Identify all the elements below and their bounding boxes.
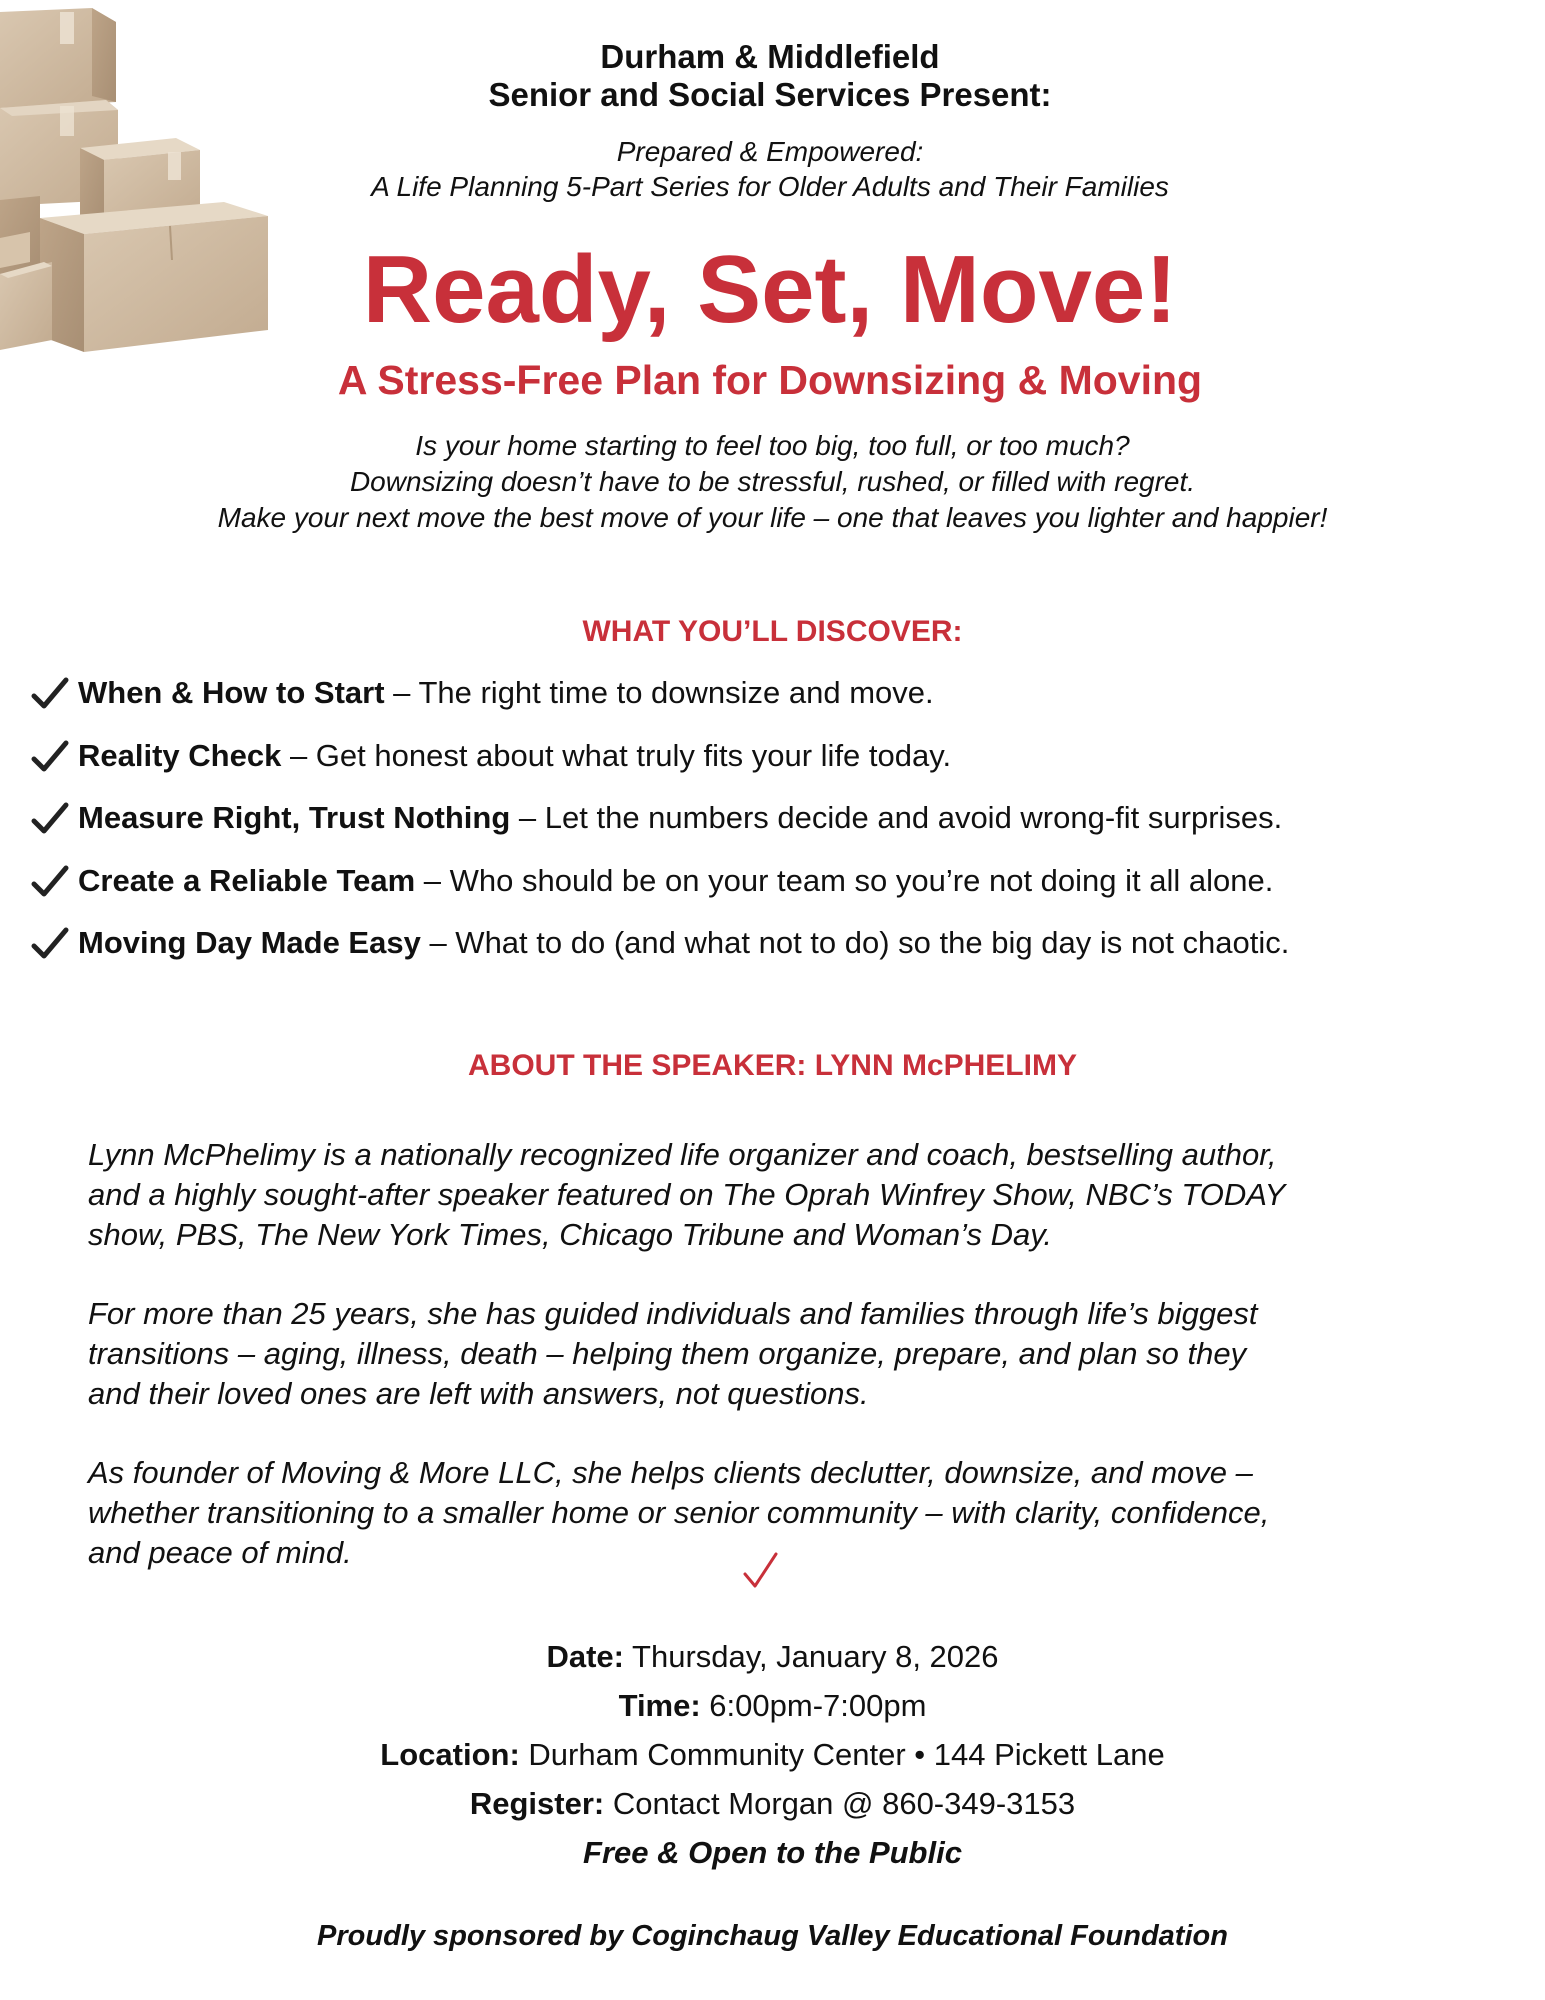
bio-line: As founder of Moving & More LLC, she helps clients declutter, downsize, and move – bbox=[88, 1455, 1253, 1490]
bio-line: Lynn McPhelimy is a nationally recognized life organizer and coach, bestselling author, bbox=[88, 1137, 1277, 1172]
list-item-text: – Who should be on your team so you’re not doing it all alone. bbox=[415, 862, 1274, 898]
list-item-text: – Get honest about what truly fits your life today. bbox=[281, 737, 952, 773]
list-item-text: – The right time to downsize and move. bbox=[384, 675, 934, 710]
header bbox=[300, 38, 1240, 204]
series-name bbox=[300, 134, 1240, 204]
intro-line-2: Downsizing doesn’t have to be stressful, rushed, or filled with regret. bbox=[349, 466, 1196, 497]
bio-line: whether transitioning to a smaller home or senior community – with clarity, confidence, bbox=[88, 1495, 1270, 1530]
intro-line-1: Is your home starting to feel too big, too full, or too much? bbox=[415, 430, 1130, 461]
list-item-title: Measure Right, Trust Nothing bbox=[78, 800, 511, 835]
box-large-bottom bbox=[40, 202, 268, 352]
list-item bbox=[30, 672, 1530, 735]
list-item-title: Moving Day Made Easy bbox=[78, 925, 421, 960]
red-check-icon bbox=[740, 1548, 780, 1592]
list-item bbox=[30, 735, 1530, 798]
box-top-left bbox=[0, 8, 116, 108]
check-icon bbox=[30, 797, 70, 839]
date-label: Date: bbox=[546, 1639, 624, 1674]
date-value: Thursday, January 8, 2026 bbox=[623, 1639, 999, 1674]
date-row bbox=[0, 1632, 1545, 1681]
list-item-text: – What to do (and what not to do) so the big day is not chaotic. bbox=[420, 925, 1290, 960]
discover-heading: WHAT YOU’LL DISCOVER: bbox=[582, 615, 963, 648]
main-title: Ready, Set, Move! bbox=[362, 236, 1178, 343]
bio-line: and peace of mind. bbox=[88, 1535, 352, 1570]
sponsor-line: Proudly sponsored by Coginchaug Valley Educational Foundation bbox=[317, 1920, 1228, 1952]
speaker-heading: ABOUT THE SPEAKER: LYNN McPHELIMY bbox=[468, 1049, 1077, 1082]
location-value: Durham Community Center • 144 Pickett Lane bbox=[519, 1737, 1165, 1772]
register-row bbox=[0, 1779, 1545, 1828]
list-item bbox=[30, 922, 1530, 985]
intro-text bbox=[40, 428, 1505, 536]
check-icon bbox=[30, 922, 70, 964]
bio-line: and a highly sought-after speaker featured on The Oprah Winfrey Show, NBC’s TODAY bbox=[88, 1177, 1286, 1212]
register-label: Register: bbox=[469, 1786, 605, 1821]
bio-line: For more than 25 years, she has guided individuals and families through life’s biggest bbox=[88, 1296, 1258, 1331]
presenter-line-1: Durham & Middlefield bbox=[600, 38, 940, 75]
bio-line: show, PBS, The New York Times, Chicago Tribune and Woman’s Day. bbox=[88, 1217, 1053, 1252]
list-item bbox=[30, 860, 1530, 923]
location-label: Location: bbox=[380, 1737, 520, 1772]
discover-list bbox=[30, 672, 1530, 985]
location-row bbox=[0, 1730, 1545, 1779]
time-label: Time: bbox=[618, 1688, 701, 1723]
bio-line: and their loved ones are left with answers, not questions. bbox=[88, 1376, 869, 1411]
list-item bbox=[30, 797, 1530, 860]
list-item-title: Create a Reliable Team bbox=[78, 862, 416, 898]
subtitle: A Stress-Free Plan for Downsizing & Moving bbox=[337, 357, 1203, 403]
cardboard-boxes-illustration bbox=[0, 0, 280, 360]
list-item-title: Reality Check bbox=[78, 737, 282, 773]
register-value: Contact Morgan @ 860-349-3153 bbox=[604, 1786, 1076, 1821]
series-line-1: Prepared & Empowered: bbox=[616, 136, 924, 167]
check-icon bbox=[30, 860, 70, 902]
series-line-2: A Life Planning 5-Part Series for Older Adults and Their Families bbox=[371, 171, 1169, 202]
check-icon bbox=[30, 672, 70, 714]
list-item-title: When & How to Start bbox=[78, 675, 385, 710]
time-value: 6:00pm-7:00pm bbox=[700, 1688, 927, 1723]
time-row bbox=[0, 1681, 1545, 1730]
event-details bbox=[0, 1632, 1545, 1877]
list-item-text: – Let the numbers decide and avoid wrong-fit surprises. bbox=[510, 800, 1283, 835]
intro-line-3: Make your next move the best move of your life – one that leaves you lighter and happier! bbox=[217, 502, 1328, 533]
bio-line: transitions – aging, illness, death – helping them organize, prepare, and plan so they bbox=[88, 1336, 1247, 1371]
check-icon bbox=[30, 735, 70, 777]
presenter-line-2: Senior and Social Services Present: bbox=[488, 76, 1052, 113]
speaker-bio bbox=[88, 1096, 1488, 1612]
free-admission: Free & Open to the Public bbox=[583, 1835, 962, 1870]
